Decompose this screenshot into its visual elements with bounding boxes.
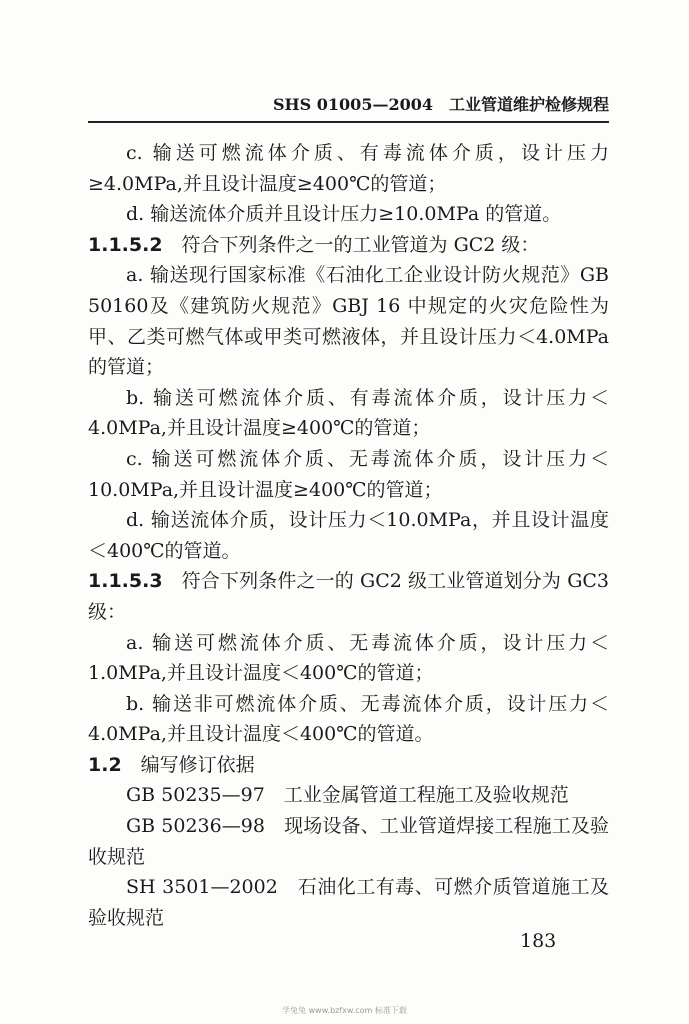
paragraph-text: 编写修订依据 (140, 753, 255, 776)
paragraph-text: SH 3501—2002 石油化工有毒、可燃介质管道施工及验收规范 (88, 876, 609, 929)
paragraph-text: b. 输送可燃流体介质、有毒流体介质，设计压力＜4.0MPa,并且设计温度≥400℃的管道； (88, 386, 609, 440)
paragraph (88, 689, 609, 750)
standard-code: SHS 01005—2004 (272, 95, 433, 114)
page-body (88, 138, 609, 933)
paragraph-text: a. 输送现行国家标准《石油化工企业设计防火规范》GB 50160及《建筑防火规范》GBJ 16 中规定的火灾危险性为甲、乙类可燃气体或甲类可燃液体，并且设计压力＜4.0MPa 的管道； (88, 264, 609, 379)
paragraph-text: a. 输送可燃流体介质、无毒流体介质，设计压力＜1.0MPa,并且设计温度＜400℃的管道； (88, 631, 609, 685)
paragraph (88, 444, 609, 505)
paragraph (88, 505, 609, 566)
paragraph (88, 138, 609, 199)
page-number: 183 (520, 930, 557, 952)
paragraph (88, 780, 609, 811)
paragraph-text: b. 输送非可燃流体介质、无毒流体介质，设计压力＜4.0MPa,并且设计温度＜400℃的管道。 (88, 692, 609, 746)
running-header (90, 92, 609, 115)
paragraph-text: 符合下列条件之一的 GC2 级工业管道划分为 GC3 级： (88, 570, 609, 623)
paragraph-text: GB 50236—98 现场设备、工业管道焊接工程施工及验收规范 (88, 815, 609, 868)
header-rule (88, 121, 609, 123)
section-number: 1.2 (88, 753, 122, 776)
section-number: 1.1.5.3 (88, 570, 163, 593)
paragraph (88, 628, 609, 689)
paragraph (88, 383, 609, 444)
section-number: 1.1.5.2 (88, 233, 163, 256)
paragraph-text: c. 输送可燃流体介质、有毒流体介质，设计压力≥4.0MPa,并且设计温度≥400℃的管道； (88, 142, 609, 195)
header-title: 工业管道维护检修规程 (448, 95, 609, 114)
paragraph (88, 199, 609, 230)
section-heading (88, 566, 609, 627)
paragraph-text: GB 50235—97 工业金属管道工程施工及验收规范 (126, 784, 569, 807)
paragraph-text: d. 输送流体介质，设计压力＜10.0MPa，并且设计温度＜400℃的管道。 (88, 509, 609, 562)
paragraph (88, 260, 609, 382)
paragraph-text: d. 输送流体介质并且设计压力≥10.0MPa 的管道。 (126, 203, 562, 226)
watermark-footer: 学兔兔 www.bzfxw.com 标准下载 (282, 1006, 407, 1015)
section-heading (88, 230, 609, 261)
paragraph (88, 811, 609, 872)
paragraph-text: 符合下列条件之一的工业管道为 GC2 级： (181, 233, 540, 256)
paragraph (88, 872, 609, 933)
paragraph-text: c. 输送可燃流体介质、无毒流体介质，设计压力＜10.0MPa,并且设计温度≥400℃的管道； (88, 447, 609, 501)
section-heading (88, 750, 609, 781)
